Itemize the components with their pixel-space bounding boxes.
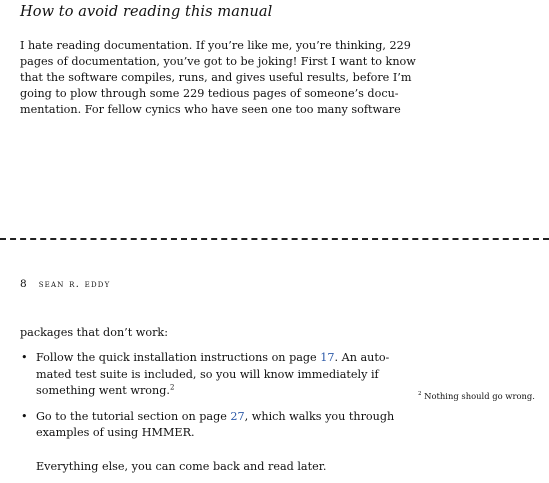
list-item — [20, 350, 420, 400]
bullet-icon: • — [21, 409, 28, 423]
intro-paragraph — [20, 38, 416, 118]
page-ref-link[interactable]: 27 — [230, 409, 245, 423]
bullet-text: something went wrong. — [36, 384, 170, 397]
page-break-divider — [0, 238, 549, 240]
bullet-line — [36, 409, 420, 426]
intro-line: that the software compiles, runs, and gives useful results, before I’m — [20, 71, 412, 84]
bullet-text: Go to the tutorial section on page — [36, 409, 231, 423]
list-item — [20, 409, 420, 442]
bullet-text: , which walks you through — [244, 409, 395, 423]
bullet-line: mated test suite is included, so you will know immediately if — [36, 367, 379, 381]
closing-text: Everything else, you can come back and read later. — [36, 460, 327, 473]
sidenote-mark: 2 — [418, 391, 422, 398]
bullet-line: examples of using HMMER. — [36, 426, 195, 439]
lead-text: packages that don’t work: — [20, 326, 168, 339]
intro-line: mentation. For fellow cynics who have seen one too many software — [20, 103, 401, 116]
bullet-text: . An auto- — [334, 351, 390, 364]
intro-line: pages of documentation, you’ve got to be joking! First I want to know — [20, 55, 416, 68]
sidenote-text: Nothing should go wrong. — [424, 391, 535, 401]
intro-line: going to plow through some 229 tedious pages of someone’s docu- — [20, 87, 399, 100]
page-number: 8 — [20, 278, 27, 290]
bullet-line — [36, 350, 420, 367]
bullet-list — [20, 350, 420, 451]
page-ref-link[interactable]: 17 — [320, 351, 335, 364]
bullet-icon: • — [21, 351, 28, 364]
intro-line: I hate reading documentation. If you’re like me, you’re thinking, 229 — [20, 39, 411, 52]
bullet-text: Follow the quick installation instructions on page — [36, 351, 321, 364]
running-header-author: sean r. eddy — [38, 278, 111, 290]
running-header — [20, 278, 110, 290]
section-heading: How to avoid reading this manual — [20, 4, 273, 20]
footnote-mark[interactable]: 2 — [169, 383, 175, 392]
sidenote — [418, 391, 535, 401]
bullet-line — [36, 383, 420, 400]
